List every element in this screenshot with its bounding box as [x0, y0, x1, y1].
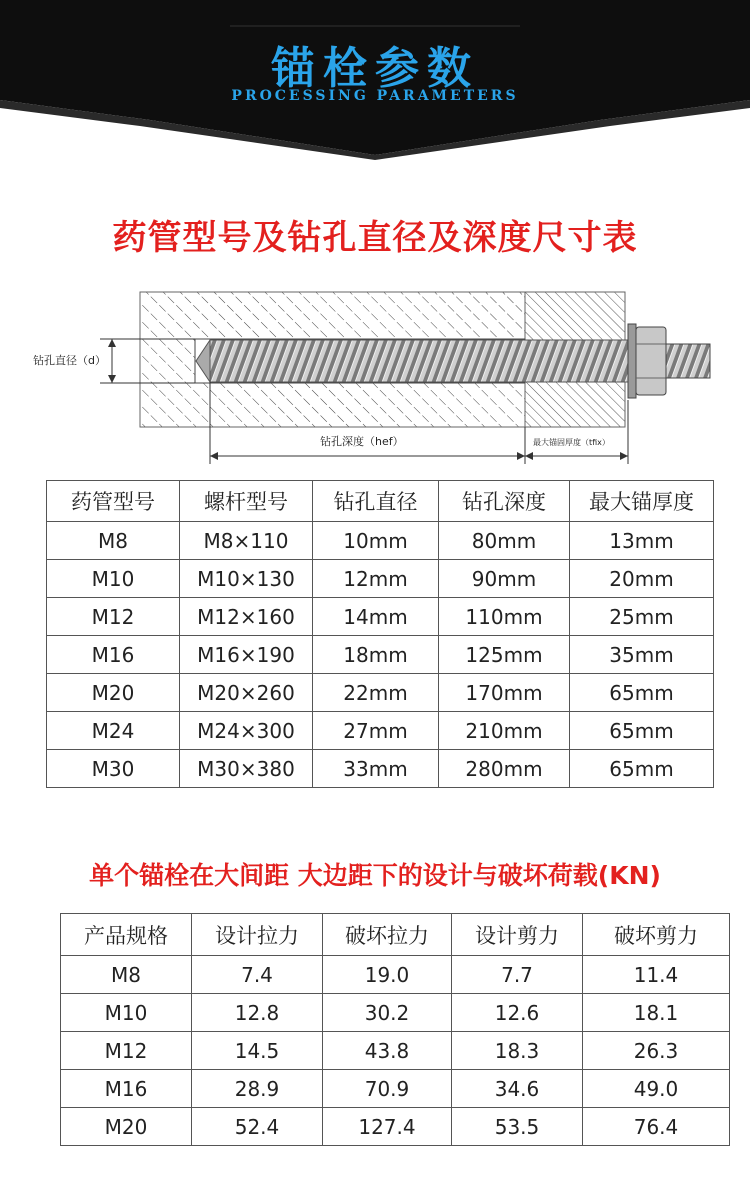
table-cell: 26.3 — [583, 1032, 730, 1070]
table-row — [47, 674, 714, 712]
table-row — [61, 1070, 730, 1108]
hex-nut — [636, 327, 666, 395]
table-cell: M8×110 — [180, 522, 313, 560]
table-cell: 10mm — [313, 522, 439, 560]
table-cell: 13mm — [570, 522, 714, 560]
table-cell: 30.2 — [323, 994, 452, 1032]
table-cell: 125mm — [439, 636, 570, 674]
header-cell: 最大锚厚度 — [570, 481, 714, 522]
table-row — [61, 1032, 730, 1070]
table-cell: 19.0 — [323, 956, 452, 994]
diameter-label: 钻孔直径（d） — [33, 354, 106, 367]
table-cell: 18mm — [313, 636, 439, 674]
table-cell: 70.9 — [323, 1070, 452, 1108]
table-row — [47, 522, 714, 560]
table-row — [47, 712, 714, 750]
table-row — [61, 994, 730, 1032]
table-cell: 90mm — [439, 560, 570, 598]
load-table — [60, 913, 730, 1146]
table-cell: 20mm — [570, 560, 714, 598]
header-cell: 设计剪力 — [452, 914, 583, 956]
table-cell: 27mm — [313, 712, 439, 750]
table-cell: M20 — [61, 1108, 192, 1146]
banner-title: 锚栓参数 — [271, 43, 479, 94]
washer — [628, 324, 636, 398]
table-cell: 280mm — [439, 750, 570, 788]
header-cell: 药管型号 — [47, 481, 180, 522]
table-row — [47, 560, 714, 598]
table-cell: 53.5 — [452, 1108, 583, 1146]
table-cell: 28.9 — [192, 1070, 323, 1108]
table-cell: 11.4 — [583, 956, 730, 994]
table-cell: 34.6 — [452, 1070, 583, 1108]
table-cell: 65mm — [570, 674, 714, 712]
header-cell: 破坏拉力 — [323, 914, 452, 956]
table-cell: 25mm — [570, 598, 714, 636]
table-header-row — [47, 481, 714, 522]
table-cell: M30 — [47, 750, 180, 788]
table-cell: 80mm — [439, 522, 570, 560]
table-cell: 18.3 — [452, 1032, 583, 1070]
table-row — [47, 636, 714, 674]
table-cell: 65mm — [570, 712, 714, 750]
table-cell: 12.6 — [452, 994, 583, 1032]
table-cell: M24×300 — [180, 712, 313, 750]
table-cell: M24 — [47, 712, 180, 750]
thickness-label: 最大锚固厚度（tfix） — [533, 438, 610, 447]
header-cell: 螺杆型号 — [180, 481, 313, 522]
dimension-table — [46, 480, 714, 788]
table-cell: M10 — [47, 560, 180, 598]
header-cell: 钻孔深度 — [439, 481, 570, 522]
header-cell: 破坏剪力 — [583, 914, 730, 956]
threaded-rod — [196, 340, 630, 382]
table-cell: 210mm — [439, 712, 570, 750]
table-cell: 7.7 — [452, 956, 583, 994]
table-cell: 110mm — [439, 598, 570, 636]
table-row — [61, 1108, 730, 1146]
anchor-diagram — [0, 282, 750, 472]
table-row — [61, 956, 730, 994]
table-cell: 14mm — [313, 598, 439, 636]
table-cell: M10 — [61, 994, 192, 1032]
section-title-dimensions: 药管型号及钻孔直径及深度尺寸表 — [112, 218, 638, 258]
table-cell: 65mm — [570, 750, 714, 788]
table-cell: 127.4 — [323, 1108, 452, 1146]
table-row — [47, 598, 714, 636]
table-cell: 14.5 — [192, 1032, 323, 1070]
table-cell: 49.0 — [583, 1070, 730, 1108]
table-cell: 7.4 — [192, 956, 323, 994]
table-cell: M12 — [61, 1032, 192, 1070]
table-row — [47, 750, 714, 788]
table-cell: M8 — [47, 522, 180, 560]
table-cell: M20×260 — [180, 674, 313, 712]
depth-label: 钻孔深度（hef） — [320, 435, 404, 448]
table-header-row — [61, 914, 730, 956]
table-cell: M10×130 — [180, 560, 313, 598]
header-cell: 钻孔直径 — [313, 481, 439, 522]
table-cell: 35mm — [570, 636, 714, 674]
header-cell: 产品规格 — [61, 914, 192, 956]
table-cell: 22mm — [313, 674, 439, 712]
table-cell: M12×160 — [180, 598, 313, 636]
table-cell: M20 — [47, 674, 180, 712]
table-cell: 43.8 — [323, 1032, 452, 1070]
header-cell: 设计拉力 — [192, 914, 323, 956]
table-cell: M16 — [47, 636, 180, 674]
table-cell: 52.4 — [192, 1108, 323, 1146]
table-cell: M12 — [47, 598, 180, 636]
section-title-loads: 单个锚栓在大间距 大边距下的设计与破坏荷载(KN) — [89, 861, 661, 890]
table-cell: 18.1 — [583, 994, 730, 1032]
table-cell: M8 — [61, 956, 192, 994]
table-cell: 12.8 — [192, 994, 323, 1032]
table-cell: M16×190 — [180, 636, 313, 674]
table-cell: 12mm — [313, 560, 439, 598]
banner-subtitle: PROCESSING PARAMETERS — [231, 88, 519, 104]
table-cell: M16 — [61, 1070, 192, 1108]
table-cell: 33mm — [313, 750, 439, 788]
table-cell: 170mm — [439, 674, 570, 712]
header-banner — [0, 0, 750, 160]
table-cell: 76.4 — [583, 1108, 730, 1146]
table-cell: M30×380 — [180, 750, 313, 788]
rod-end — [666, 344, 710, 378]
